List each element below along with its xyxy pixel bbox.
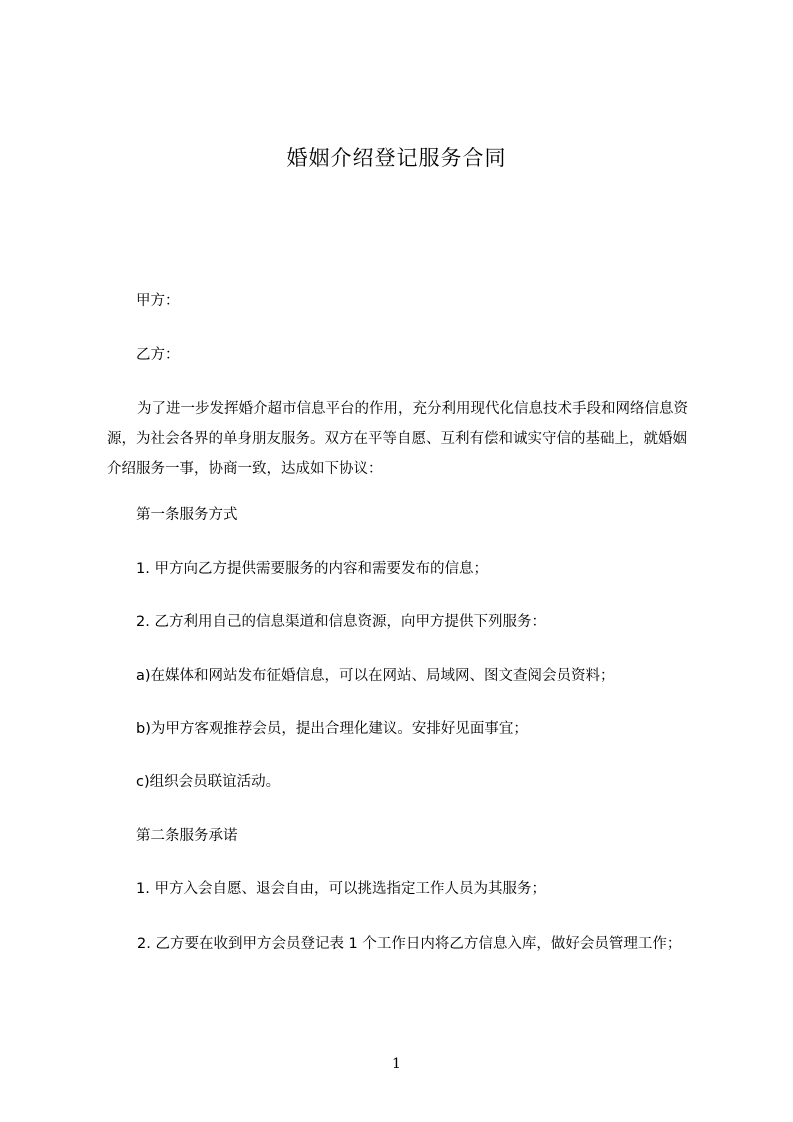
article1-item-c: c)组织会员联谊活动。	[136, 774, 281, 790]
document-title: 婚姻介绍登记服务合同	[286, 146, 507, 170]
article1-heading: 第一条服务方式	[136, 507, 238, 523]
article1-item2: 2. 乙方利用自己的信息渠道和信息资源，向甲方提供下列服务：	[136, 614, 546, 630]
intro-paragraph: 为了进一步发挥婚介超市信息平台的作用，充分利用现代化信息技术手段和网络信息资源，为社会各界的单身朋友服务。双方在平等自愿、互利有偿和诚实守信的基础上，就婚姻介绍服务一事，协商一致，达成如下协议：	[107, 401, 688, 477]
article2-heading: 第二条服务承诺	[136, 828, 238, 844]
party-b-label: 乙方：	[136, 347, 180, 363]
page-number: 1	[392, 1056, 401, 1072]
article2-item1: 1. 甲方入会自愿、退会自由，可以挑选指定工作人员为其服务；	[136, 881, 546, 897]
party-a-label: 甲方：	[136, 293, 180, 309]
article1-item-a: a)在媒体和网站发布征婚信息，可以在网站、局域网、图文查阅会员资料；	[136, 668, 615, 684]
article1-item-b: b)为甲方客观推荐会员，提出合理化建议。安排好见面事宜；	[136, 721, 528, 737]
article1-item1: 1. 甲方向乙方提供需要服务的内容和需要发布的信息；	[136, 561, 488, 577]
article2-item2: 2. 乙方要在收到甲方会员登记表 1 个工作日内将乙方信息入库，做好会员管理工作；	[137, 936, 682, 952]
